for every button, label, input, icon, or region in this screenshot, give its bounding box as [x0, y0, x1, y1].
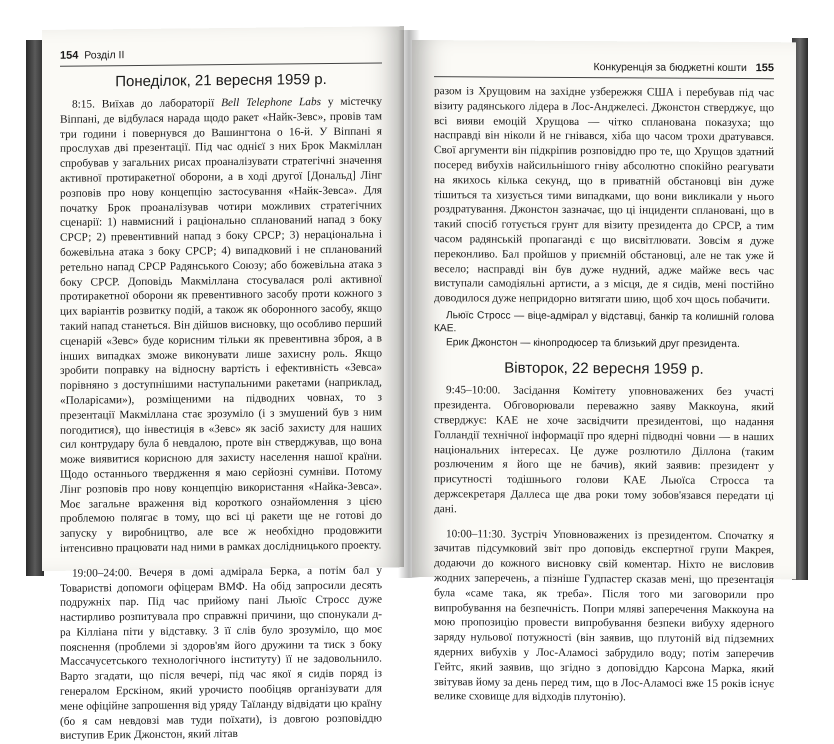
- right-date-heading: Вівторок, 22 вересня 1959 р.: [504, 360, 704, 379]
- left-page-number: 154: [60, 49, 79, 62]
- left-paragraph-2: 19:00–24:00. Вечеря в домі адмірала Берка, а потім бал у Товаристві допомоги офіцерам ВМФ. На обід запросили десять подружніх пар. Під час прийому пані Льюїс Стросс дуже настирливо розпитувала про справжні причини, що спонукали д-ра Кілліана піти у відставку. З її слів було зрозуміло, що моє пояснення (проблеми зі здоров'ям його дружини та тиск з боку Массачусетського технологічного інституту) її не задовольнило. Варто згадати, що після вечері, під час якої я сидів поряд із генералом Ерскіном, який урочисто пообіцяв організувати для мене офіційне запрошення від уряду Таїланду відвідати цю країну (бо я сам невдовзі мав туди поїхати), із довгою розповіддю виступив Ерик Джонстон, який літав: [60, 564, 382, 743]
- right-page: [412, 40, 796, 704]
- right-paragraph-2: 9:45–10:00. Засідання Комітету уповноважених без участі президента. Обговорювали переважно заяву Маккоуна, який стверджує: КАЕ не хоче засвідчити президентові, що надання Голландії технічної інформації про ядерні підводні човни — в наших національних інтересах. Це дуже розлютило Діллона (таким розлюченим я його ще не бачив), який заявив: президент у присутності тодішнього голови КАЕ Льюїса Стросса та держсекретаря Даллеса ще два роки тому зобов'язався передати ці дані.: [434, 384, 774, 516]
- left-body-text: [60, 66, 382, 744]
- right-running-head: [593, 61, 774, 74]
- left-paragraph-1-lead: 8:15. Виїхав до лабораторії: [72, 97, 222, 111]
- left-paragraph-1-rest: у містечку Віппані, де відбулася нарада щодо ракет «Найк-Зевс», провів там три години і повернувся до Вашингтона о 16-й. У Віппані я прослухав дві презентації. Під час однієї з них Брок Макміллан спробував у загальних рисах проаналізувати стратегічні значення активної протиракетної оборони, а в ході другої [Дональд] Лінг розповів про нову концепцію застосування «Найк-Зевса». Для початку Брок проаналізував чотири можливих стратегічних сценарії: 1) навмисний і раціонально спланований напад з боку СРСР; 2) превентивний напад з боку СРСР; 3) нераціональна і божевільна атака з боку СРСР; 4) випадковий і не спланований ретельно напад СРСР Радянського Союзу; або божевільна атака з боку СРСР. Доповідь Макміллана стосувалася ролі активної протиракетної оборони як превентивного засобу проти кожного з цих варіантів розвитку подій, а також як оборонного засобу, якщо такий напад станеться. Він дійшов висновку, що особливо перший сценарій «Зевс» буде корисним тільки як превентивна зброя, а в інших випадках зможе виконувати лише захисну роль. Якщо зробити поправку на відносну вартість і ефективність «Зевса» порівняно з доступнішими наступальними ракетами (наприклад, «Поларісами»), розміщеними на підводних човнах, то з презентації Макміллана стає зрозуміло (і з змушений був з ним погодитися), що інвестиція в «Зевс» як засіб захисту для наших сил контрудару була б невдалою, проте він стверджував, що вона може виявитися корисною для захисту населення нашої країни. Щодо останнього твердження я маю серйозні сумніви. Потому Лінг розповів про нову концепцію використання «Найка-Зевса». Моє загальне враження від короткого ознайомлення з цією проблемою полягає в тому, що всі ці ракети ще не готові до запуску у виробництво, але все ж необхідно продовжити інтенсивно працювати над ними в рамках дослідницького проекту.: [60, 95, 382, 555]
- left-section-title: Розділ ІІ: [84, 49, 125, 62]
- right-paragraph-3: 10:00–11:30. Зустріч Уповноважених із президентом. Спочатку я зачитав підсумковий звіт про доповідь експертної групи Макрея, додаючи до кожного висновку свій коментар. Ніхто не висловив жодних заперечень, а пізніше Гудпастер сказав мені, що презентація була «саме така, як треба». Після того ми заговорили про випробування на безпечність. Попри мляві заперечення Маккоуна на мою пропозицію провести випробування безпеки вибуху ядерного заряду нульової потужності (він заявив, що плутоній від підземних ядерних вибухів у Лос-Аламосі забрудило воду; потім заперечив Гейтс, який заявив, що згідно з доповіддю Карсона Марка, який звітував йому за день перед тим, що в Лос-Аламосі вже 15 років існує велике сховище для відходів плутонію).: [434, 527, 774, 704]
- right-head-rule: [434, 76, 774, 79]
- right-section-title: Конкуренція за бюджетні кошти: [593, 61, 747, 75]
- right-body-text: [434, 84, 774, 706]
- left-paragraph-1-italic: Bell Telephone Labs: [221, 96, 321, 110]
- footnote-strauss: Льюїс Стросс — віце-адмірал у відставці, банкір та колишній голова КАЕ.: [434, 310, 774, 335]
- left-date-heading: Понеділок, 21 вересня 1959 р.: [115, 71, 327, 91]
- left-paragraph-1: [60, 94, 382, 556]
- left-page: [42, 26, 404, 743]
- footnote-johnston: Ерик Джонстон — кінопродюсер та близький друг президента.: [446, 337, 740, 350]
- right-paragraph-1: разом із Хрущовим на західне узбережжя США і перебував під час візиту радянського лідера в Лос-Анджелесі. Джонстон стверджує, що всі вияви емоцій Хрущова — чітко спланована показуха; що насправді він ніколи й не гнівався, хіба що часом трохи дратувався. Свої аргументи він підкріпив розповіддю про те, що Хрущов здатний посеред вибухів найсильнішого гніву абсолютно спокійно реагувати на якихось кілька секунд, що в приватній обстановці він дуже тішиться та хизується тими випадками, що вони викликали у нього роздратування. Джонстон зазначає, що ці інциденти сплановані, що в такий спосіб готується грунт для візиту президента до СРСР, а тим часом радянській пропаганді є що висвітлювати. Зовсім я дуже переконливо. Бал пройшов у приємній обстановці, але не так уже й весело; насправді він був дуже нудний, адже майже весь час виступали самодіяльні артисти, а з місця, де я сидів, мені постійно доводилося дуже непридорно витягати шию, щоб хоч щось побачити.: [434, 85, 774, 307]
- left-running-head: [60, 49, 124, 62]
- footnotes: [434, 309, 774, 352]
- right-page-number: 155: [755, 62, 774, 75]
